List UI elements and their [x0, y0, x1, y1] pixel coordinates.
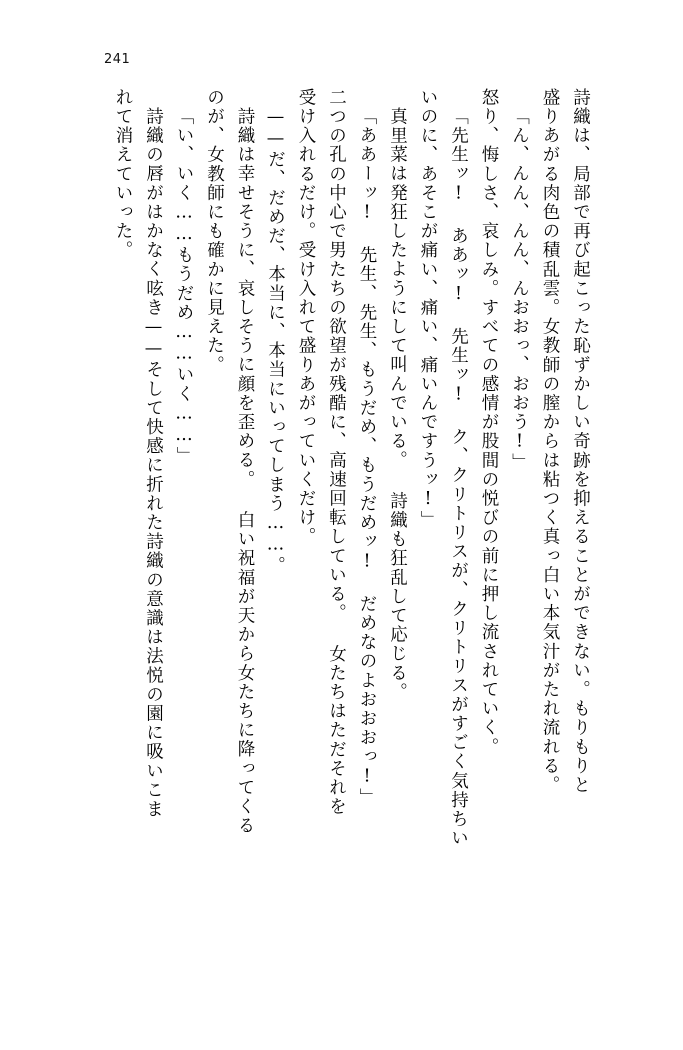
text-column: 盛りあがる肉色の積乱雲。女教師の膣からは粘つく真っ白い本気汁がたれ流れる。	[540, 88, 560, 795]
text-column: 怒り、悔しさ、哀しみ。すべての感情が股間の悦びの前に押し流されていく。	[479, 88, 499, 757]
text-column: 真里菜は発狂したようにして叫んでいる。 詩織も狂乱して応じる。	[387, 107, 408, 702]
text-column: 「ああーッ! 先生、先生、もうだめ、もうだめッ! だめなのよおおおっ!」	[357, 107, 377, 808]
text-column: れて消えていった。	[113, 88, 133, 260]
text-column: 受け入れるだけ。受け入れて盛りあがっていくだけ。	[296, 88, 316, 547]
text-column: 「ん、んん、んん、んおおっ、おおう!」	[509, 107, 530, 473]
text-column: 「先生ッ! ああッ! 先生ッ! ク、クリトリスが、クリトリスがすごく気持ちい	[448, 107, 469, 848]
text-column: いのに、あそこが痛い、痛い、痛いんですうッ!」	[418, 88, 438, 530]
text-column: 詩織は、局部で再び起こった恥ずかしい奇跡を抑えることができない。もりもりと	[570, 88, 591, 795]
text-column: 詩織の唇がはかなく呟き——そして快感に折れた詩織の意識は法悦の園に吸いこま	[143, 107, 164, 819]
page-number: 241	[104, 52, 131, 67]
text-column: 二つの孔の中心で男たちの欲望が残酷に、高速回転している。 女たちはただそれを	[326, 88, 347, 817]
text-column: 詩織は幸せそうに、哀しそうに顔を歪める。 白い祝福が天から女たちに降ってくる	[235, 107, 255, 836]
text-column: 「い、いく……もうだめ……いく……」	[174, 107, 194, 466]
text-column: ——だ、だめだ、本当に、本当にいってしまう……。	[265, 107, 286, 576]
text-column: のが、女教師にも確かに見えた。	[204, 88, 225, 375]
vertical-text-body	[107, 88, 595, 968]
